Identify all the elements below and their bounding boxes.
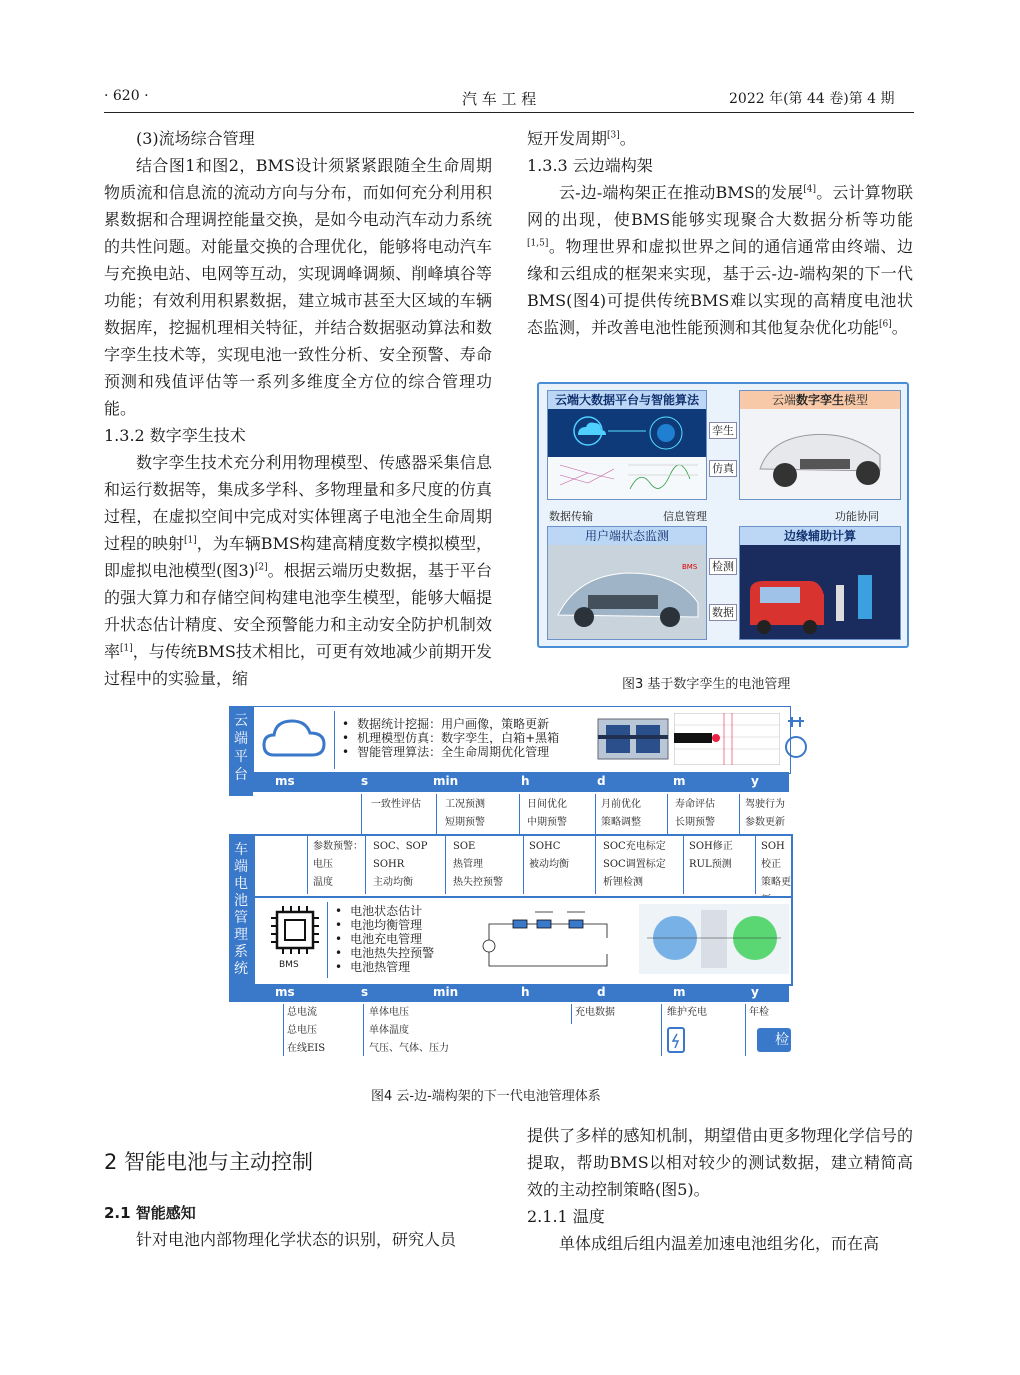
list-item: • 机理模型仿真：数字孪生，白箱+黑箱 (342, 731, 559, 745)
title-part: 模型 (844, 393, 869, 407)
label-function-coordination: 功能协同 (835, 510, 879, 523)
item-line: SOC充电标定 (603, 841, 666, 852)
charging-station-illustration (740, 545, 900, 639)
panel-edge-computing (739, 526, 901, 640)
item-line: 单体电压 (369, 1007, 409, 1018)
text-run: 短开发周期 (527, 129, 608, 148)
connector (755, 836, 756, 894)
equivalent-circuit-diagram (477, 904, 627, 974)
annual-inspection-icon: 检 (757, 1028, 791, 1052)
panel-user-monitoring (547, 526, 707, 640)
item-line: 析锂检测 (603, 877, 643, 888)
cloud-icon (260, 713, 330, 767)
item-line: 中期预警 (527, 817, 567, 828)
bottom-item (369, 1004, 449, 1058)
text-run: 。 (619, 129, 636, 148)
battery-pack-image (596, 715, 670, 763)
section-2-1-1-heading: 2.1.1 温度 (527, 1207, 605, 1226)
section-2-right-text (527, 1122, 913, 1257)
journal-name: 汽 车 工 程 (462, 90, 537, 108)
bottom-item (667, 1004, 707, 1022)
label-data-transmission: 数据传输 (549, 510, 593, 523)
item-line: 月前优化 (601, 799, 641, 810)
tick-y: y (751, 985, 759, 999)
cloud-content-box (253, 706, 791, 774)
bms-functions-box (253, 896, 793, 986)
item-line: 日间优化 (527, 799, 567, 810)
item-line: 热失控预警 (453, 877, 503, 888)
title-part: 云端 (771, 393, 796, 407)
bms-tag: BMS (682, 563, 698, 571)
timescale-bar-bottom (229, 984, 789, 1002)
item-line: 参数预警： (313, 841, 363, 852)
connector (595, 794, 596, 834)
figure-4-caption: 图4 云-边-端构架的下一代电池管理体系 (371, 1089, 601, 1104)
item-line: 维护充电 (667, 1007, 707, 1018)
item-line: RUL预测 (689, 859, 732, 870)
citation: [4] (803, 184, 817, 195)
list-item: • 电池热失控预警 (335, 946, 434, 960)
bms-chip-label: BMS (279, 960, 299, 970)
left-column (104, 125, 492, 692)
connector (436, 794, 437, 834)
item-line: 驾驶行为 (745, 799, 785, 810)
item-line: 被动均衡 (529, 859, 569, 870)
section-1-3-2-heading: 1.3.2 数字孪生技术 (104, 426, 246, 445)
title-part: 数字孪生 (795, 393, 844, 407)
connector (739, 794, 740, 834)
label-simulation: 仿真 (709, 460, 737, 477)
citation: [1] (184, 535, 197, 546)
tick-min: min (433, 774, 459, 788)
mid-top-item (371, 796, 421, 814)
tick-m: m (673, 985, 686, 999)
bottom-item (749, 1004, 769, 1022)
tick-d: d (597, 985, 606, 999)
page-number: · 620 · (104, 88, 149, 104)
vehicle-functions-box (253, 834, 793, 898)
paragraph: 针对电池内部物理化学状态的识别，研究人员 (136, 1230, 457, 1249)
mid-top-item (601, 796, 641, 832)
connector (661, 1004, 662, 1056)
panel-title: 云端大数据平台与智能算法 (548, 391, 706, 409)
mid-top-item (527, 796, 567, 832)
item-line: 年检 (749, 1007, 769, 1018)
section-2-1-heading: 2.1 智能感知 (104, 1204, 196, 1222)
tick-min: min (433, 985, 459, 999)
subhead-flow-management: (3)流场综合管理 (136, 129, 255, 148)
cloud-platform-label: 云端平台 (229, 706, 253, 796)
citation: [2] (254, 562, 268, 573)
simulation-chart-image (674, 713, 780, 765)
connector (363, 1004, 364, 1056)
section-1-3-3-heading: 1.3.3 云边端构架 (527, 156, 653, 175)
paragraph: 单体成组后组内温差加速电池组劣化，而在高 (559, 1234, 880, 1253)
connector (745, 1004, 746, 1056)
connector (365, 836, 366, 894)
section-2-left-text (104, 1226, 492, 1253)
item-line: SOH校正 (761, 841, 785, 870)
text-run: 。 (891, 318, 908, 337)
item-line: 总电流 (287, 1007, 317, 1018)
right-column (527, 125, 913, 341)
mid-top-item (675, 796, 715, 832)
item-line: 气压、气体、压力 (369, 1043, 449, 1054)
text-run: ，与传统BMS技术相比，可更有效地减少前期开发过程中的实验量，缩 (104, 642, 492, 688)
paragraph-flow-management: 结合图1和图2，BMS设计须紧紧跟随全生命周期物质流和信息流的流动方向与分布，而如何充分利用积累数据和合理调控能量交换，是如今电动汽车动力系统的共性问题。对能量交换的合理优化，能够将电动汽车与充换电站、电网等互动，实现调峰调频、削峰填谷等功能；有效利用积累数据，建立城市甚至大区域的车辆数据库，挖掘机理相关特征，并结合数据驱动算法和数字孪生技术等，实现电池一致性分析、安全预警、寿命预测和残值评估等一系列多维度全方位的综合管理功能。 (104, 156, 492, 418)
panel-digital-twin (739, 390, 901, 500)
text-run: 。物理世界和虚拟世界之间的通信通常由终端、边缘和云组成的框架来实现，基于云-边-端构架的下一代BMS(图4)可提供传统BMS难以实现的高精度电池状态监测，并改善电池性能预测和其他复杂优化功能 (527, 237, 913, 337)
mid-top-item (745, 796, 785, 832)
citation: [1] (120, 643, 133, 654)
tick-ms: ms (275, 985, 295, 999)
issue-info: 2022 年(第 44 卷)第 4 期 (729, 91, 895, 107)
item-line: 温度 (313, 877, 333, 888)
charging-pile-icon (665, 1026, 691, 1054)
paragraph-continued (527, 125, 913, 152)
item-line: 充电数据 (575, 1007, 615, 1018)
item-line: 电压 (313, 859, 333, 870)
text-run: 云-边-端构架正在推动BMS的发展 (559, 183, 804, 202)
item-line: 热管理 (453, 859, 483, 870)
connector (571, 1004, 572, 1024)
bottom-item (287, 1004, 325, 1058)
connector (523, 836, 524, 894)
section-2-heading: 2 智能电池与主动控制 (104, 1150, 314, 1174)
connector (667, 794, 668, 834)
figure-4 (229, 706, 791, 1058)
tick-m: m (673, 774, 686, 788)
car-chassis-illustration (740, 409, 900, 499)
mid-bottom-item (453, 838, 503, 892)
bottom-item (575, 1004, 615, 1022)
panel-cloud-platform (547, 390, 707, 500)
electrode-model-diagram (639, 904, 789, 974)
item-line: 在线EIS (287, 1043, 326, 1054)
paragraph-cloud-edge (527, 179, 913, 341)
list-item: • 电池状态估计 (335, 904, 434, 918)
text-run: 数字孪生技术充分利用物理模型、传感器采集信息和运行数据等，集成多学科、多物理量和多尺度的仿真过程，在虚拟空间中完成对实体锂离子电池全生命周期过程的映射 (104, 453, 492, 553)
tick-h: h (521, 774, 530, 788)
item-line: SOE (453, 841, 476, 852)
paragraph: 提供了多样的感知机制，期望借由更多物理化学信号的提取，帮助BMS以相对较少的测试数据，建立精简高效的主动控制策略(图5)。 (527, 1126, 913, 1199)
list-item: • 电池均衡管理 (335, 918, 434, 932)
item-line: 一致性评估 (371, 799, 421, 810)
label-twin: 孪生 (709, 422, 737, 439)
item-line: SOC调置标定 (603, 859, 666, 870)
cloud-network-illustration (548, 409, 706, 499)
text-run: ，为车辆BMS构建高精度数字模拟模型，即虚拟电池模型(图3) (104, 534, 492, 580)
mid-bottom-item (373, 838, 427, 892)
list-item: • 智能管理算法：全生命周期优化管理 (342, 745, 559, 759)
item-line: SOC、SOP (373, 841, 428, 852)
connector (595, 836, 596, 894)
panel-title: 用户端状态监测 (548, 527, 706, 545)
vehicle-bms-label: 车端电池管理系统 (229, 834, 253, 988)
connector (445, 836, 446, 894)
citation: [1,5] (527, 238, 549, 249)
connector (361, 794, 362, 834)
mid-top-item (445, 796, 485, 832)
list-item: • 电池热管理 (335, 960, 434, 974)
text-run: 。云计算物联网的出现，使BMS能够实现聚合大数据分析等功能 (527, 183, 913, 229)
tick-s: s (361, 774, 369, 788)
brain-circuit-icon (782, 713, 812, 765)
figure-3 (537, 382, 909, 648)
item-line: 主动均衡 (373, 877, 413, 888)
tick-ms: ms (275, 774, 295, 788)
connector (683, 836, 684, 894)
cloud-function-list (342, 717, 559, 759)
paragraph-digital-twin (104, 449, 492, 692)
label-info-management: 信息管理 (663, 510, 707, 523)
item-line: 长期预警 (675, 817, 715, 828)
tick-y: y (751, 774, 759, 788)
connector (307, 836, 308, 894)
citation: [6] (879, 319, 892, 330)
item-line: 策略更 (761, 877, 791, 888)
panel-title (740, 391, 900, 409)
figure-3-caption: 图3 基于数字孪生的电池管理 (622, 677, 791, 692)
mid-bottom-item (689, 838, 733, 874)
item-line: 参数更新 (745, 817, 785, 828)
label-detection: 检测 (709, 558, 737, 575)
item-line: SOHC (529, 841, 561, 852)
bms-function-list (335, 904, 434, 974)
list-item: • 电池充电管理 (335, 932, 434, 946)
item-line: 短期预警 (445, 817, 485, 828)
divider (327, 902, 328, 978)
connector (519, 794, 520, 834)
transparent-car-illustration (548, 545, 706, 639)
item-line: 寿命评估 (675, 799, 715, 810)
text-run: 。根据云端历史数据，基于平台的强大算力和存储空间构建电池孪生模型，能够大幅提升状态估计精度、安全预警能力和主动安全防护机制效率 (104, 561, 492, 661)
tick-s: s (361, 985, 369, 999)
item-line: SOHR (373, 859, 405, 870)
item-line: 总电压 (287, 1025, 317, 1036)
citation: [3] (607, 130, 620, 141)
mid-bottom-item (313, 838, 363, 892)
mid-bottom-item (603, 838, 666, 892)
panel-title: 边缘辅助计算 (740, 527, 900, 545)
item-line: 单体温度 (369, 1025, 409, 1036)
mid-bottom-item (529, 838, 569, 874)
timescale-bar-top (253, 772, 789, 792)
list-item: • 数据统计挖掘：用户画像，策略更新 (342, 717, 559, 731)
divider (334, 711, 335, 769)
label-data: 数据 (709, 604, 737, 621)
item-line: 工况预测 (445, 799, 485, 810)
item-line: SOH修正 (689, 841, 733, 852)
tick-h: h (521, 985, 530, 999)
tick-d: d (597, 774, 606, 788)
item-line: 策略调整 (601, 817, 641, 828)
header-rule (104, 112, 914, 113)
connector (283, 1004, 284, 1056)
